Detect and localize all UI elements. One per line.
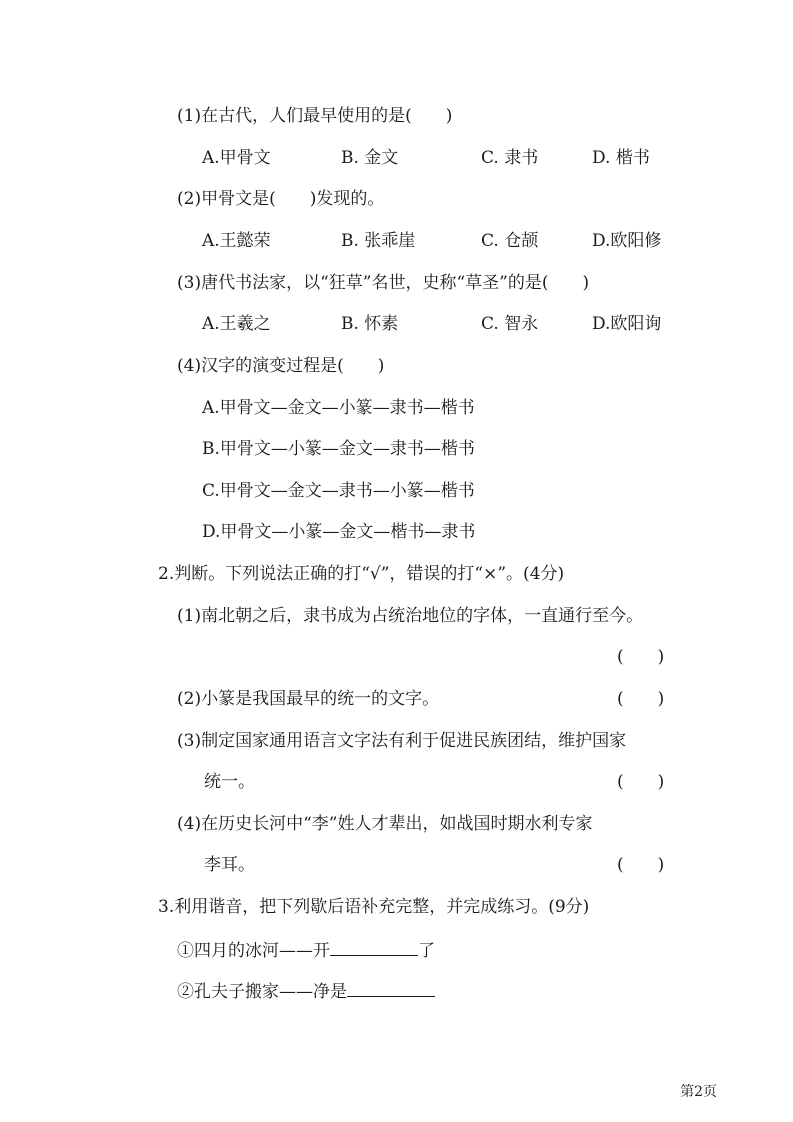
q3-item1 bbox=[177, 937, 435, 963]
q1-sub3-option-c: C. 智永 bbox=[481, 314, 539, 334]
q2-item4-text-cont: 李耳。 bbox=[204, 855, 255, 875]
q1-sub3-option-d: D.欧阳询 bbox=[592, 314, 662, 334]
q2-item2-text: (2)小篆是我国最早的统一的文字。 bbox=[177, 689, 440, 709]
q1-sub4-option-a: A.甲骨文—金文—小篆—隶书—楷书 bbox=[202, 398, 475, 418]
q2-item3-text: (3)制定国家通用语言文字法有利于促进民族团结，维护国家 bbox=[177, 731, 627, 751]
q2-item1-answer-paren[interactable]: ( ) bbox=[617, 647, 665, 667]
q2-item3-answer-paren[interactable]: ( ) bbox=[617, 772, 665, 792]
q1-sub1-option-c: C. 隶书 bbox=[481, 148, 539, 168]
q1-sub1-option-b: B. 金文 bbox=[341, 148, 399, 168]
q2-item3-text-cont: 统一。 bbox=[204, 772, 255, 792]
q1-sub1-stem: (1)在古代，人们最早使用的是( ) bbox=[177, 106, 453, 126]
q1-sub2-stem: (2)甲骨文是( )发现的。 bbox=[177, 189, 385, 209]
page-number: 第2页 bbox=[680, 1084, 717, 1100]
q2-title: 2.判断。下列说法正确的打“√”，错误的打“×”。(4分) bbox=[158, 564, 565, 584]
q1-sub2-option-c: C. 仓颉 bbox=[481, 231, 539, 251]
q1-sub3-options bbox=[202, 312, 682, 336]
q1-sub1-option-d: D. 楷书 bbox=[592, 148, 650, 168]
q1-sub3-option-a: A.王羲之 bbox=[202, 314, 271, 334]
q2-item1-text: (1)南北朝之后，隶书成为占统治地位的字体，一直通行至今。 bbox=[177, 606, 644, 626]
q3-item1-text: ①四月的冰河——开 bbox=[177, 941, 330, 961]
q3-item2-text: ②孔夫子搬家——净是 bbox=[177, 982, 347, 1002]
q3-item2 bbox=[177, 978, 435, 1004]
q1-sub3-stem: (3)唐代书法家，以“狂草”名世，史称“草圣”的是( ) bbox=[177, 273, 590, 293]
q1-sub1-options bbox=[202, 146, 682, 170]
q3-item2-blank[interactable] bbox=[347, 978, 435, 997]
q1-sub2-option-d: D.欧阳修 bbox=[592, 231, 662, 251]
q1-sub3-option-b: B. 怀素 bbox=[341, 314, 399, 334]
q1-sub2-option-a: A.王懿荣 bbox=[202, 231, 271, 251]
q1-sub2-options bbox=[202, 229, 682, 253]
q1-sub4-option-c: C.甲骨文—金文—隶书—小篆—楷书 bbox=[202, 481, 475, 501]
q3-item1-suffix: 了 bbox=[418, 941, 435, 961]
q3-title: 3.利用谐音，把下列歇后语补充完整，并完成练习。(9分) bbox=[158, 897, 590, 917]
q2-item4-answer-paren[interactable]: ( ) bbox=[617, 855, 665, 875]
q1-sub4-stem: (4)汉字的演变过程是( ) bbox=[177, 356, 385, 376]
q2-item4-text: (4)在历史长河中“李”姓人才辈出，如战国时期水利专家 bbox=[177, 814, 593, 834]
q3-item1-blank[interactable] bbox=[330, 937, 418, 956]
q2-item2-answer-paren[interactable]: ( ) bbox=[617, 689, 665, 709]
q1-sub1-option-a: A.甲骨文 bbox=[202, 148, 271, 168]
q1-sub2-option-b: B. 张乖崖 bbox=[341, 231, 416, 251]
q1-sub4-option-d: D.甲骨文—小篆—金文—楷书—隶书 bbox=[202, 522, 476, 542]
q1-sub4-option-b: B.甲骨文—小篆—金文—隶书—楷书 bbox=[202, 439, 475, 459]
